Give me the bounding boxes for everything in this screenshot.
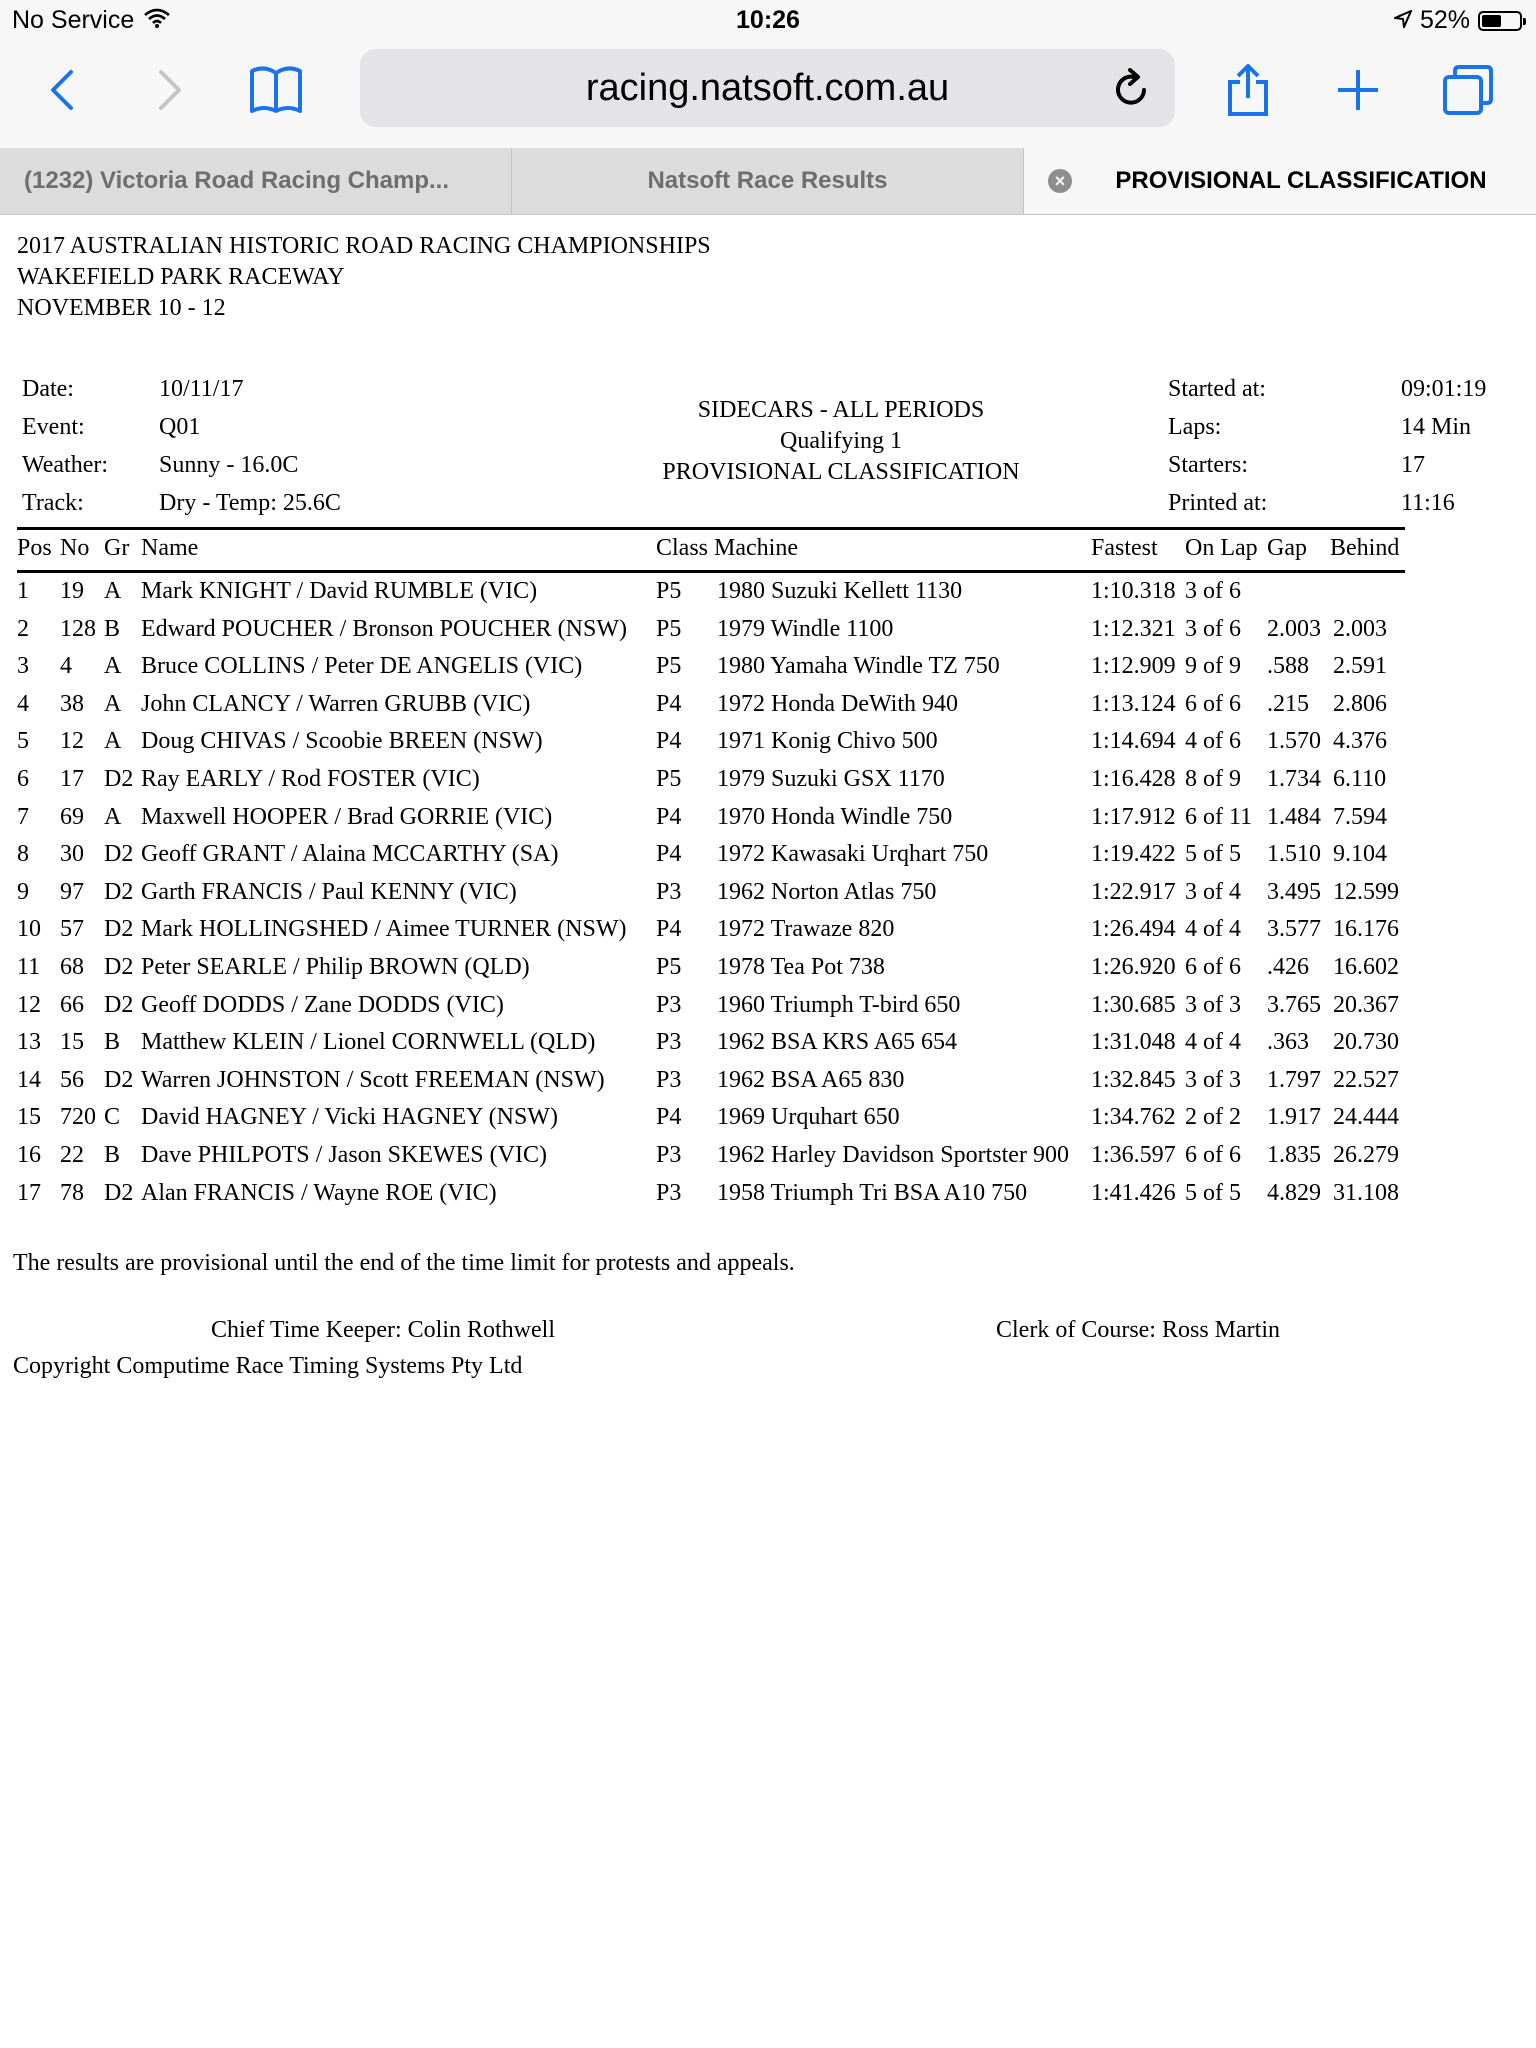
cell-pos: 14 xyxy=(17,1066,41,1093)
cell-fastest-lap: 1:17.912 xyxy=(1091,803,1176,830)
cell-rider-names: Doug CHIVAS / Scoobie BREEN (NSW) xyxy=(141,728,543,755)
session-line: Qualifying 1 xyxy=(780,428,902,454)
reload-icon[interactable] xyxy=(1103,59,1161,117)
col-gap: Gap xyxy=(1267,535,1307,561)
cell-fastest-lap: 1:12.909 xyxy=(1091,653,1176,680)
col-class-machine: Class Machine xyxy=(656,535,798,561)
cell-machine: 1972 Kawasaki Urqhart 750 xyxy=(717,841,989,868)
cell-car-number: 56 xyxy=(60,1066,84,1093)
cell-fastest-lap: 1:41.426 xyxy=(1091,1179,1176,1206)
info-key: Track: xyxy=(22,490,84,516)
event-info-right xyxy=(1168,370,1486,522)
table-row xyxy=(0,578,1536,616)
cell-rider-names: Warren JOHNSTON / Scott FREEMAN (NSW) xyxy=(141,1066,605,1093)
url-text: racing.natsoft.com.au xyxy=(585,66,950,109)
table-row xyxy=(0,766,1536,804)
cell-car-number: 68 xyxy=(60,953,84,980)
cell-behind: 16.176 xyxy=(1333,916,1399,943)
cell-pos: 16 xyxy=(17,1141,41,1168)
cell-on-lap: 8 of 9 xyxy=(1185,765,1241,792)
cell-rider-names: Matthew KLEIN / Lionel CORNWELL (QLD) xyxy=(141,1029,596,1056)
cell-on-lap: 6 of 6 xyxy=(1185,953,1241,980)
battery-icon xyxy=(1478,11,1522,31)
table-row xyxy=(0,691,1536,729)
session-line: SIDECARS - ALL PERIODS xyxy=(697,397,985,423)
cell-group: D2 xyxy=(104,1179,134,1206)
cell-car-number: 30 xyxy=(60,841,84,868)
cell-rider-names: Geoff DODDS / Zane DODDS (VIC) xyxy=(141,991,504,1018)
cell-gap: 1.797 xyxy=(1267,1066,1321,1093)
location-arrow-icon xyxy=(1394,6,1412,35)
cell-behind: 2.003 xyxy=(1333,615,1387,642)
browser-toolbar xyxy=(0,40,1536,148)
cell-car-number: 78 xyxy=(60,1179,84,1206)
cell-pos: 13 xyxy=(17,1029,41,1056)
cell-machine: 1972 Honda DeWith 940 xyxy=(717,690,958,717)
cell-behind: 9.104 xyxy=(1333,841,1387,868)
cell-car-number: 128 xyxy=(60,615,96,642)
cell-on-lap: 3 of 4 xyxy=(1185,878,1241,905)
cell-fastest-lap: 1:14.694 xyxy=(1091,728,1176,755)
info-value: Q01 xyxy=(159,414,201,440)
cell-machine: 1970 Honda Windle 750 xyxy=(717,803,953,830)
cell-group: D2 xyxy=(104,1066,134,1093)
table-row xyxy=(0,1029,1536,1067)
cell-behind: 4.376 xyxy=(1333,728,1387,755)
cell-pos: 11 xyxy=(17,953,41,980)
info-key: Date: xyxy=(22,376,74,402)
tab-label: Natsoft Race Results xyxy=(647,167,888,194)
cell-fastest-lap: 1:30.685 xyxy=(1091,991,1176,1018)
tabs-icon[interactable] xyxy=(1438,60,1498,120)
cell-rider-names: John CLANCY / Warren GRUBB (VIC) xyxy=(141,690,531,717)
info-value: 17 xyxy=(1401,452,1425,478)
cell-pos: 4 xyxy=(17,690,29,717)
cell-fastest-lap: 1:16.428 xyxy=(1091,765,1176,792)
cell-group: A xyxy=(104,690,122,717)
tab-label: (1232) Victoria Road Racing Champ... xyxy=(24,167,450,194)
cell-class: P4 xyxy=(656,1104,682,1131)
cell-group: D2 xyxy=(104,765,134,792)
share-icon[interactable] xyxy=(1218,60,1278,120)
info-key: Starters: xyxy=(1168,452,1248,478)
cell-class: P5 xyxy=(656,653,682,680)
col-fastest: Fastest xyxy=(1091,535,1158,561)
cell-rider-names: Edward POUCHER / Bronson POUCHER (NSW) xyxy=(141,615,627,642)
cell-fastest-lap: 1:22.917 xyxy=(1091,878,1176,905)
tab-divider xyxy=(0,214,1536,215)
carrier-label: No Service xyxy=(12,6,135,34)
cell-group: D2 xyxy=(104,841,134,868)
cell-car-number: 17 xyxy=(60,765,84,792)
cell-pos: 6 xyxy=(17,765,29,792)
cell-fastest-lap: 1:34.762 xyxy=(1091,1104,1176,1131)
tab-natsoft-race-results[interactable] xyxy=(512,148,1024,214)
cell-on-lap: 3 of 3 xyxy=(1185,991,1241,1018)
cell-group: D2 xyxy=(104,953,134,980)
cell-rider-names: Garth FRANCIS / Paul KENNY (VIC) xyxy=(141,878,517,905)
cell-fastest-lap: 1:26.920 xyxy=(1091,953,1176,980)
cell-class: P3 xyxy=(656,1066,682,1093)
cell-gap: 1.734 xyxy=(1267,765,1321,792)
cell-group: B xyxy=(104,615,121,642)
cell-pos: 3 xyxy=(17,653,29,680)
cell-gap: 3.495 xyxy=(1267,878,1321,905)
cell-fastest-lap: 1:19.422 xyxy=(1091,841,1176,868)
tab-provisional-classification[interactable] xyxy=(1024,148,1536,214)
cell-pos: 9 xyxy=(17,878,29,905)
cell-rider-names: Bruce COLLINS / Peter DE ANGELIS (VIC) xyxy=(141,653,583,680)
cell-car-number: 15 xyxy=(60,1029,84,1056)
cell-gap: 1.570 xyxy=(1267,728,1321,755)
cell-machine: 1962 Harley Davidson Sportster 900 xyxy=(717,1141,1069,1168)
cell-pos: 8 xyxy=(17,841,29,868)
cell-machine: 1972 Trawaze 820 xyxy=(717,916,895,943)
cell-gap: .588 xyxy=(1267,653,1309,680)
table-rule xyxy=(17,527,1405,530)
cell-pos: 5 xyxy=(17,728,29,755)
cell-machine: 1969 Urquhart 650 xyxy=(717,1104,900,1131)
cell-gap: 2.003 xyxy=(1267,615,1321,642)
cell-on-lap: 6 of 6 xyxy=(1185,1141,1241,1168)
table-row xyxy=(0,1067,1536,1105)
cell-gap: 4.829 xyxy=(1267,1179,1321,1206)
cell-class: P4 xyxy=(656,728,682,755)
cell-behind: 22.527 xyxy=(1333,1066,1399,1093)
info-key: Started at: xyxy=(1168,376,1266,402)
cell-group: A xyxy=(104,578,122,604)
cell-rider-names: David HAGNEY / Vicki HAGNEY (NSW) xyxy=(141,1104,558,1131)
session-line: PROVISIONAL CLASSIFICATION xyxy=(662,459,1020,485)
cell-car-number: 69 xyxy=(60,803,84,830)
cell-pos: 12 xyxy=(17,991,41,1018)
cell-class: P4 xyxy=(656,803,682,830)
bookmarks-icon[interactable] xyxy=(246,60,306,120)
cell-fastest-lap: 1:13.124 xyxy=(1091,690,1176,717)
cell-car-number: 97 xyxy=(60,878,84,905)
table-row xyxy=(0,728,1536,766)
table-rule xyxy=(17,570,1405,573)
cell-group: D2 xyxy=(104,916,134,943)
event-info-left xyxy=(22,370,341,522)
cell-fastest-lap: 1:10.318 xyxy=(1091,578,1176,604)
cell-on-lap: 5 of 5 xyxy=(1185,841,1241,868)
cell-machine: 1980 Suzuki Kellett 1130 xyxy=(717,578,963,604)
table-row xyxy=(0,616,1536,654)
cell-group: D2 xyxy=(104,991,134,1018)
header-line: WAKEFIELD PARK RACEWAY xyxy=(17,264,345,290)
cell-machine: 1962 Norton Atlas 750 xyxy=(717,878,937,905)
cell-on-lap: 6 of 11 xyxy=(1185,803,1253,830)
cell-machine: 1978 Tea Pot 738 xyxy=(717,953,885,980)
cell-gap: .426 xyxy=(1267,953,1309,980)
cell-car-number: 38 xyxy=(60,690,84,717)
cell-gap: 1.484 xyxy=(1267,803,1321,830)
table-row xyxy=(0,954,1536,992)
cell-on-lap: 6 of 6 xyxy=(1185,690,1241,717)
cell-car-number: 57 xyxy=(60,916,84,943)
add-icon[interactable] xyxy=(1328,60,1388,120)
table-row xyxy=(0,916,1536,954)
cell-pos: 17 xyxy=(17,1179,41,1206)
info-value: 09:01:19 xyxy=(1401,376,1487,402)
cell-machine: 1962 BSA A65 830 xyxy=(717,1066,905,1093)
cell-group: A xyxy=(104,728,122,755)
cell-car-number: 19 xyxy=(60,578,84,604)
url-bar[interactable] xyxy=(360,49,1175,127)
header-line: NOVEMBER 10 - 12 xyxy=(17,295,226,321)
cell-rider-names: Maxwell HOOPER / Brad GORRIE (VIC) xyxy=(141,803,553,830)
info-key: Event: xyxy=(22,414,85,440)
cell-class: P4 xyxy=(656,690,682,717)
cell-on-lap: 4 of 4 xyxy=(1185,1029,1241,1056)
forward-icon[interactable] xyxy=(140,60,200,120)
cell-behind: 2.806 xyxy=(1333,690,1387,717)
session-title xyxy=(600,395,1082,488)
cell-rider-names: Mark KNIGHT / David RUMBLE (VIC) xyxy=(141,578,538,604)
cell-car-number: 22 xyxy=(60,1141,84,1168)
battery-percent: 52% xyxy=(1419,6,1470,34)
table-row xyxy=(0,1142,1536,1180)
cell-machine: 1958 Triumph Tri BSA A10 750 xyxy=(717,1179,1028,1206)
cell-on-lap: 4 of 4 xyxy=(1185,916,1241,943)
cell-machine: 1979 Windle 1100 xyxy=(717,615,894,642)
clerk-of-course: Clerk of Course: Ross Martin xyxy=(996,1317,1280,1343)
cell-car-number: 720 xyxy=(60,1104,96,1131)
cell-rider-names: Geoff GRANT / Alaina MCCARTHY (SA) xyxy=(141,841,559,868)
table-row xyxy=(0,1104,1536,1142)
status-bar xyxy=(0,0,1536,40)
col-name: Name xyxy=(141,535,199,561)
cell-on-lap: 3 of 3 xyxy=(1185,1066,1241,1093)
table-row xyxy=(0,992,1536,1030)
table-row xyxy=(0,879,1536,917)
cell-pos: 1 xyxy=(17,578,29,604)
table-row xyxy=(0,804,1536,842)
championship-header xyxy=(17,231,711,324)
cell-class: P4 xyxy=(656,916,682,943)
table-row xyxy=(0,653,1536,691)
cell-behind: 6.110 xyxy=(1333,765,1387,792)
col-pos: Pos xyxy=(17,535,52,561)
cell-on-lap: 3 of 6 xyxy=(1185,615,1241,642)
cell-gap: 3.577 xyxy=(1267,916,1321,943)
cell-fastest-lap: 1:36.597 xyxy=(1091,1141,1176,1168)
cell-fastest-lap: 1:31.048 xyxy=(1091,1029,1176,1056)
info-value: 11:16 xyxy=(1401,490,1455,516)
cell-gap: 1.510 xyxy=(1267,841,1321,868)
cell-class: P3 xyxy=(656,1179,682,1206)
cell-on-lap: 4 of 6 xyxy=(1185,728,1241,755)
results-table xyxy=(0,578,1536,1217)
info-value: 10/11/17 xyxy=(159,376,244,402)
cell-gap: 3.765 xyxy=(1267,991,1321,1018)
cell-behind: 31.108 xyxy=(1333,1179,1399,1206)
cell-class: P3 xyxy=(656,1029,682,1056)
cell-group: D2 xyxy=(104,878,134,905)
tab-victoria-road-racing[interactable] xyxy=(0,148,512,214)
back-icon[interactable] xyxy=(32,60,92,120)
col-behind: Behind xyxy=(1330,535,1400,561)
cell-behind: 20.367 xyxy=(1333,991,1399,1018)
cell-behind: 26.279 xyxy=(1333,1141,1399,1168)
info-value: 14 Min xyxy=(1401,414,1472,440)
cell-gap: 1.835 xyxy=(1267,1141,1321,1168)
cell-gap: .363 xyxy=(1267,1029,1309,1056)
table-row xyxy=(0,841,1536,879)
provisional-note: The results are provisional until the end of the time limit for protests and appeals. xyxy=(13,1250,795,1276)
cell-pos: 15 xyxy=(17,1104,41,1131)
cell-machine: 1962 BSA KRS A65 654 xyxy=(717,1029,958,1056)
info-value: Dry - Temp: 25.6C xyxy=(159,490,341,516)
cell-rider-names: Mark HOLLINGSHED / Aimee TURNER (NSW) xyxy=(141,916,627,943)
cell-gap: .215 xyxy=(1267,690,1309,717)
cell-class: P3 xyxy=(656,991,682,1018)
cell-class: P4 xyxy=(656,841,682,868)
cell-machine: 1980 Yamaha Windle TZ 750 xyxy=(717,653,1000,680)
info-value: Sunny - 16.0C xyxy=(159,452,299,478)
chief-time-keeper: Chief Time Keeper: Colin Rothwell xyxy=(211,1317,555,1343)
cell-machine: 1979 Suzuki GSX 1170 xyxy=(717,765,945,792)
close-tab-icon[interactable]: × xyxy=(1048,169,1072,193)
cell-behind: 2.591 xyxy=(1333,653,1387,680)
cell-on-lap: 3 of 6 xyxy=(1185,578,1241,604)
cell-machine: 1971 Konig Chivo 500 xyxy=(717,728,938,755)
cell-behind: 7.594 xyxy=(1333,803,1387,830)
cell-class: P5 xyxy=(656,615,682,642)
tab-bar xyxy=(0,148,1536,214)
cell-group: C xyxy=(104,1104,121,1131)
cell-class: P5 xyxy=(656,765,682,792)
cell-pos: 7 xyxy=(17,803,29,830)
cell-fastest-lap: 1:12.321 xyxy=(1091,615,1176,642)
cell-behind: 24.444 xyxy=(1333,1104,1399,1131)
cell-car-number: 66 xyxy=(60,991,84,1018)
cell-class: P3 xyxy=(656,1141,682,1168)
cell-machine: 1960 Triumph T-bird 650 xyxy=(717,991,961,1018)
cell-rider-names: Ray EARLY / Rod FOSTER (VIC) xyxy=(141,765,480,792)
table-header xyxy=(0,535,1536,567)
table-row xyxy=(0,1180,1536,1218)
cell-group: B xyxy=(104,1029,121,1056)
col-no: No xyxy=(60,535,90,561)
cell-group: A xyxy=(104,803,122,830)
cell-class: P5 xyxy=(656,578,682,604)
cell-on-lap: 5 of 5 xyxy=(1185,1179,1241,1206)
cell-fastest-lap: 1:26.494 xyxy=(1091,916,1176,943)
cell-gap: 1.917 xyxy=(1267,1104,1321,1131)
info-key: Weather: xyxy=(22,452,109,478)
info-key: Printed at: xyxy=(1168,490,1268,516)
cell-pos: 10 xyxy=(17,916,41,943)
tab-label: PROVISIONAL CLASSIFICATION xyxy=(1115,167,1487,194)
cell-car-number: 4 xyxy=(60,653,72,680)
cell-car-number: 12 xyxy=(60,728,84,755)
cell-on-lap: 2 of 2 xyxy=(1185,1104,1241,1131)
col-gr: Gr xyxy=(104,535,130,561)
cell-class: P5 xyxy=(656,953,682,980)
cell-pos: 2 xyxy=(17,615,29,642)
cell-behind: 20.730 xyxy=(1333,1029,1399,1056)
cell-fastest-lap: 1:32.845 xyxy=(1091,1066,1176,1093)
header-line: 2017 AUSTRALIAN HISTORIC ROAD RACING CHAMPIONSHIPS xyxy=(17,233,711,259)
cell-on-lap: 9 of 9 xyxy=(1185,653,1241,680)
clock: 10:26 xyxy=(736,6,800,34)
cell-rider-names: Dave PHILPOTS / Jason SKEWES (VIC) xyxy=(141,1141,547,1168)
cell-behind: 12.599 xyxy=(1333,878,1399,905)
info-key: Laps: xyxy=(1168,414,1222,440)
cell-rider-names: Alan FRANCIS / Wayne ROE (VIC) xyxy=(141,1179,497,1206)
col-on-lap: On Lap xyxy=(1185,535,1258,561)
copyright: Copyright Computime Race Timing Systems Pty Ltd xyxy=(13,1353,523,1379)
cell-group: B xyxy=(104,1141,121,1168)
cell-group: A xyxy=(104,653,122,680)
cell-behind: 16.602 xyxy=(1333,953,1399,980)
cell-class: P3 xyxy=(656,878,682,905)
cell-rider-names: Peter SEARLE / Philip BROWN (QLD) xyxy=(141,953,530,980)
